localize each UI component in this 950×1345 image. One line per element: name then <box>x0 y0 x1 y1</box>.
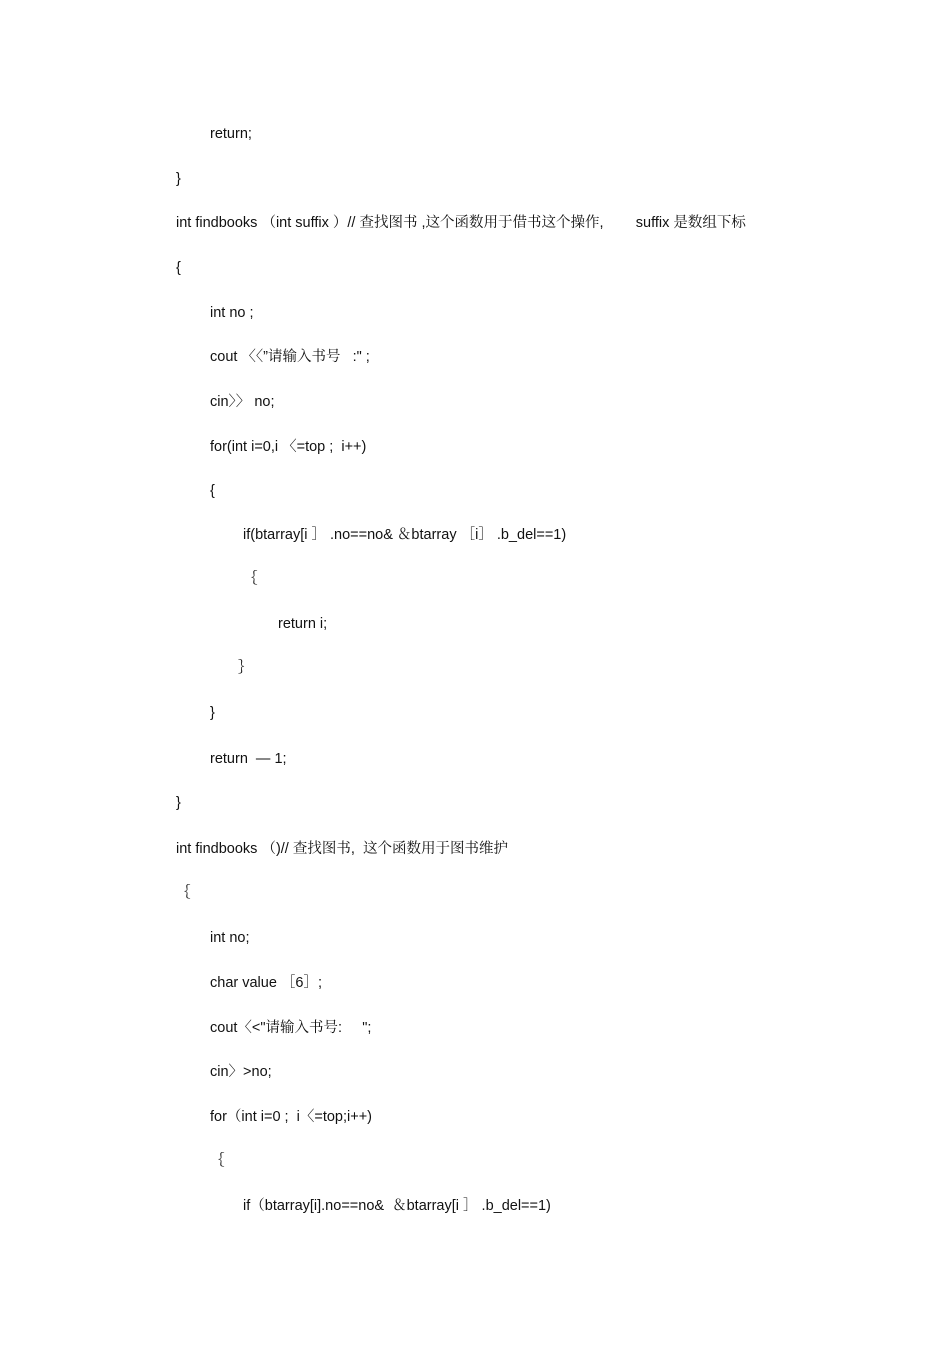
code-line-20: char value ［6］; <box>210 975 323 991</box>
code-line-2: } <box>176 171 181 187</box>
code-line-6: cout 〈〈”请输入书号 :" ; <box>210 349 370 365</box>
code-line-10: if(btarray[i ］ .no==no& ＆btarray ［i］ .b_del==1) <box>243 527 567 543</box>
code-line-3: int findbooks （int suffix ）// 查找图书 ,这个函数用于借书这个操作, suffix 是数组下标 <box>176 215 746 231</box>
code-line-1: return; <box>210 126 252 142</box>
code-line-13: ｝ <box>238 660 253 676</box>
code-line-5: int no ; <box>210 305 254 321</box>
code-line-15: return — 1; <box>210 751 287 767</box>
code-line-24: ｛ <box>210 1153 225 1169</box>
code-line-4: { <box>176 260 181 276</box>
code-line-23: for（int i=0 ; i〈=top;i++) <box>210 1109 372 1125</box>
code-line-11: ｛ <box>243 571 258 587</box>
code-line-18: ｛ <box>176 885 191 901</box>
code-line-9: { <box>210 483 215 499</box>
code-line-21: cout〈<"请输入书号: "; <box>210 1020 372 1036</box>
code-line-12: return i; <box>278 616 328 632</box>
code-line-25: if（btarray[i].no==no& ＆btarray[i ］ .b_del==1) <box>243 1198 551 1214</box>
code-line-7: cin〉〉 no; <box>210 394 275 410</box>
code-line-17: int findbooks （)// 查找图书, 这个函数用于图书维护 <box>176 841 508 857</box>
code-line-22: cin〉>no; <box>210 1064 272 1080</box>
code-line-19: int no; <box>210 930 250 946</box>
code-line-8: for(int i=0,i 〈=top ; i++) <box>210 439 367 455</box>
code-line-14: } <box>210 705 215 721</box>
code-line-16: } <box>176 795 181 811</box>
